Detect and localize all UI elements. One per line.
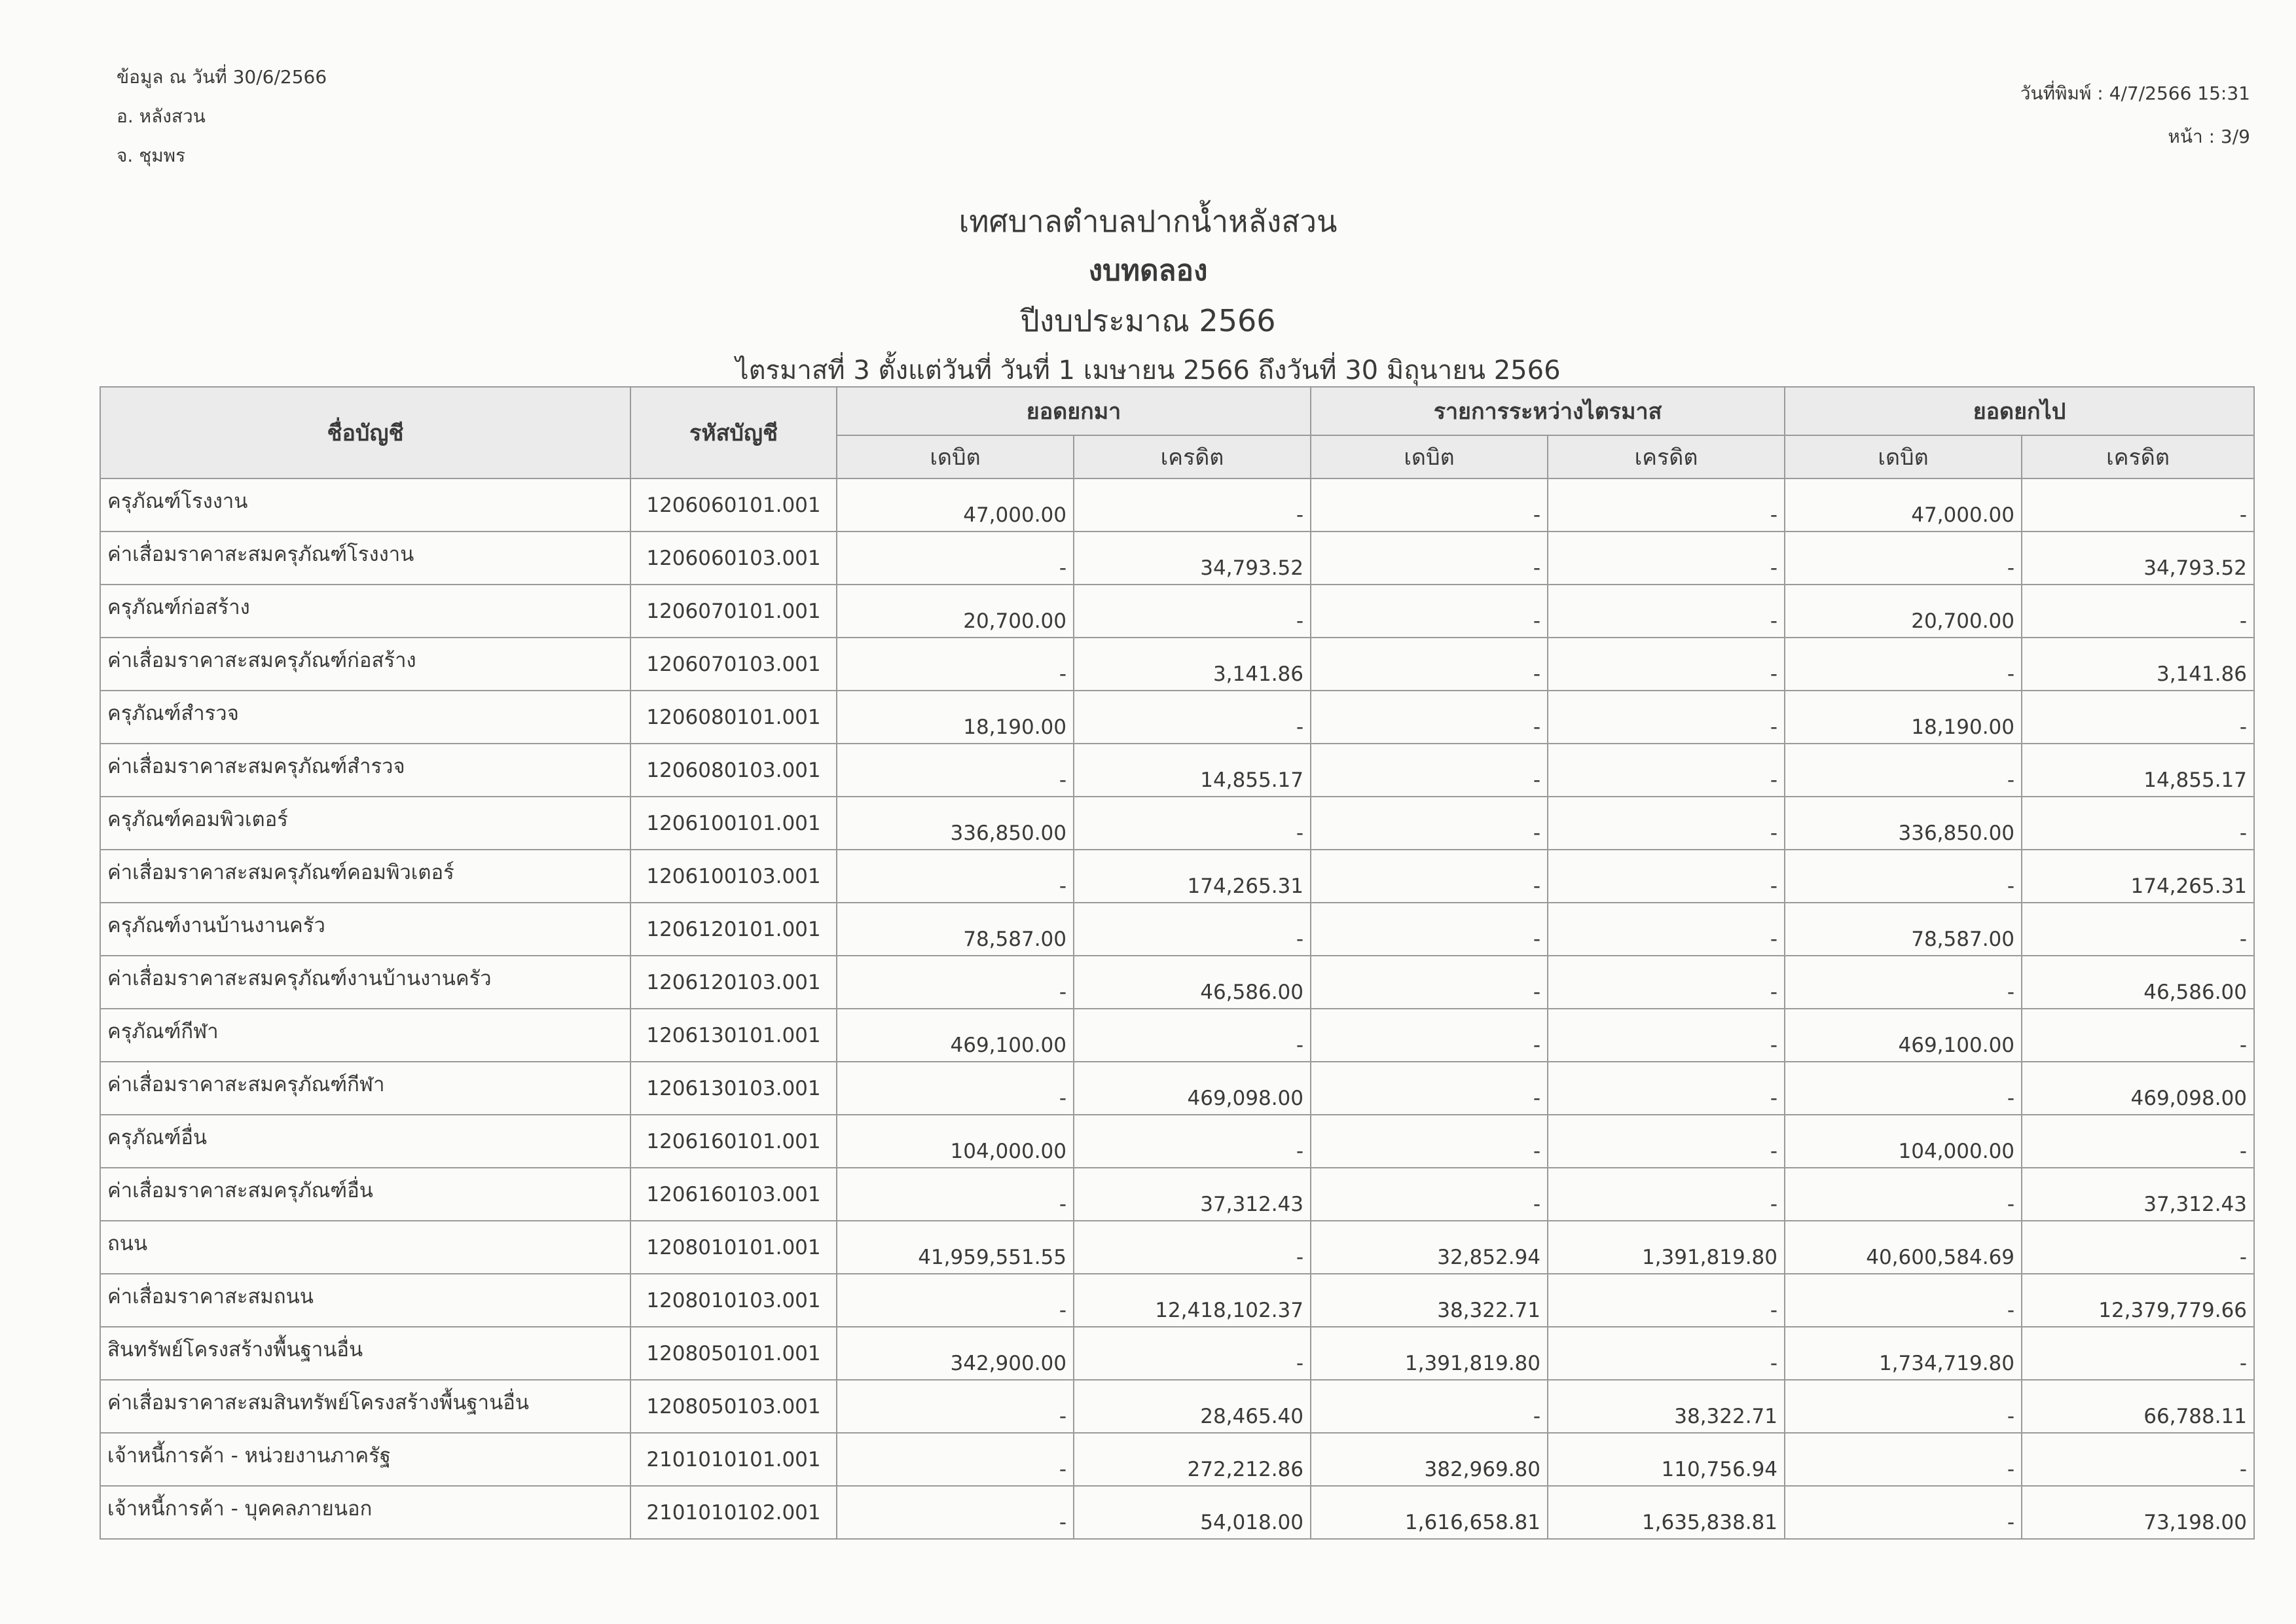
bf-debit-cell: - <box>837 956 1074 1009</box>
table-row <box>100 744 2254 797</box>
account-code-cell: 1208010101.001 <box>630 1221 837 1274</box>
cf-credit-cell: 469,098.00 <box>2022 1062 2254 1115</box>
account-name-cell: ครุภัณฑ์อื่น <box>100 1115 630 1168</box>
cf-credit-cell: 3,141.86 <box>2022 638 2254 691</box>
cf-credit-cell: 46,586.00 <box>2022 956 2254 1009</box>
account-code-cell: 1206080101.001 <box>630 691 837 744</box>
cf-debit-cell: - <box>1785 638 2022 691</box>
bf-debit-cell: - <box>837 532 1074 585</box>
q-credit-cell: 110,756.94 <box>1548 1433 1785 1486</box>
cf-debit-cell: 47,000.00 <box>1785 478 2022 532</box>
bf-credit-cell: 174,265.31 <box>1074 850 1311 903</box>
account-name-cell: ครุภัณฑ์คอมพิวเตอร์ <box>100 797 630 850</box>
bf-debit-cell: - <box>837 1062 1074 1115</box>
table-row <box>100 638 2254 691</box>
cf-debit-cell: - <box>1785 1274 2022 1327</box>
q-debit-cell: - <box>1311 797 1548 850</box>
province: จ. ชุมพร <box>117 145 186 166</box>
q-debit-cell: - <box>1311 1380 1548 1433</box>
header-row <box>100 387 2254 435</box>
q-credit-cell: - <box>1548 478 1785 532</box>
col-cf-credit: เครดิต <box>2022 435 2254 478</box>
col-bf-debit: เดบิต <box>837 435 1074 478</box>
bf-debit-cell: 78,587.00 <box>837 903 1074 956</box>
cf-debit-cell: - <box>1785 956 2022 1009</box>
account-code-cell: 2101010102.001 <box>630 1486 837 1539</box>
table-row <box>100 585 2254 638</box>
cf-debit-cell: 18,190.00 <box>1785 691 2022 744</box>
account-code-cell: 1208010103.001 <box>630 1274 837 1327</box>
bf-credit-cell: 54,018.00 <box>1074 1486 1311 1539</box>
bf-credit-cell: 37,312.43 <box>1074 1168 1311 1221</box>
cf-credit-cell: 37,312.43 <box>2022 1168 2254 1221</box>
q-credit-cell: - <box>1548 1327 1785 1380</box>
cf-debit-cell: - <box>1785 532 2022 585</box>
table-row <box>100 1221 2254 1274</box>
q-credit-cell: 1,391,819.80 <box>1548 1221 1785 1274</box>
account-name-cell: ค่าเสื่อมราคาสะสมครุภัณฑ์โรงงาน <box>100 532 630 585</box>
cf-credit-cell: 14,855.17 <box>2022 744 2254 797</box>
q-debit-cell: - <box>1311 638 1548 691</box>
cf-debit-cell: 1,734,719.80 <box>1785 1327 2022 1380</box>
bf-credit-cell: - <box>1074 903 1311 956</box>
report-meta-left <box>117 58 327 175</box>
cf-credit-cell: 66,788.11 <box>2022 1380 2254 1433</box>
q-credit-cell: - <box>1548 638 1785 691</box>
col-cf-debit: เดบิต <box>1785 435 2022 478</box>
bf-debit-cell: 41,959,551.55 <box>837 1221 1074 1274</box>
cf-debit-cell: - <box>1785 1380 2022 1433</box>
cf-debit-cell: - <box>1785 1168 2022 1221</box>
bf-credit-cell: 14,855.17 <box>1074 744 1311 797</box>
cf-credit-cell: 73,198.00 <box>2022 1486 2254 1539</box>
cf-debit-cell: - <box>1785 1486 2022 1539</box>
table-row <box>100 1433 2254 1486</box>
account-name-cell: ครุภัณฑ์ก่อสร้าง <box>100 585 630 638</box>
bf-debit-cell: - <box>837 638 1074 691</box>
account-name-cell: ครุภัณฑ์กีฬา <box>100 1009 630 1062</box>
bf-debit-cell: 104,000.00 <box>837 1115 1074 1168</box>
q-credit-cell: - <box>1548 956 1785 1009</box>
bf-credit-cell: 272,212.86 <box>1074 1433 1311 1486</box>
bf-debit-cell: 342,900.00 <box>837 1327 1074 1380</box>
account-code-cell: 1206060103.001 <box>630 532 837 585</box>
table-body <box>100 478 2254 1539</box>
q-debit-cell: - <box>1311 1168 1548 1221</box>
bf-debit-cell: - <box>837 1274 1074 1327</box>
account-name-cell: ค่าเสื่อมราคาสะสมครุภัณฑ์สำรวจ <box>100 744 630 797</box>
bf-credit-cell: 34,793.52 <box>1074 532 1311 585</box>
bf-credit-cell: - <box>1074 478 1311 532</box>
cf-credit-cell: - <box>2022 903 2254 956</box>
account-name-cell: ค่าเสื่อมราคาสะสมครุภัณฑ์คอมพิวเตอร์ <box>100 850 630 903</box>
table-row <box>100 1009 2254 1062</box>
q-credit-cell: - <box>1548 1062 1785 1115</box>
bf-credit-cell: - <box>1074 585 1311 638</box>
col-q-credit: เครดิต <box>1548 435 1785 478</box>
cf-debit-cell: 469,100.00 <box>1785 1009 2022 1062</box>
table-row <box>100 1486 2254 1539</box>
bf-credit-cell: 469,098.00 <box>1074 1062 1311 1115</box>
bf-credit-cell: - <box>1074 1009 1311 1062</box>
col-q-debit: เดบิต <box>1311 435 1548 478</box>
account-name-cell: ค่าเสื่อมราคาสะสมถนน <box>100 1274 630 1327</box>
cf-debit-cell: 336,850.00 <box>1785 797 2022 850</box>
cf-debit-cell: - <box>1785 1433 2022 1486</box>
cf-credit-cell: 34,793.52 <box>2022 532 2254 585</box>
account-name-cell: ค่าเสื่อมราคาสะสมครุภัณฑ์กีฬา <box>100 1062 630 1115</box>
q-credit-cell: - <box>1548 797 1785 850</box>
cf-debit-cell: 104,000.00 <box>1785 1115 2022 1168</box>
bf-credit-cell: - <box>1074 1115 1311 1168</box>
report-period: ไตรมาสที่ 3 ตั้งแต่วันที่ วันที่ 1 เมษายน 2566 ถึงวันที่ 30 มิถุนายน 2566 <box>735 355 1561 386</box>
report-title: งบทดลอง <box>1088 254 1208 287</box>
cf-debit-cell: 20,700.00 <box>1785 585 2022 638</box>
bf-credit-cell: 12,418,102.37 <box>1074 1274 1311 1327</box>
bf-credit-cell: - <box>1074 691 1311 744</box>
cf-debit-cell: - <box>1785 1062 2022 1115</box>
cf-credit-cell: - <box>2022 1221 2254 1274</box>
cf-credit-cell: - <box>2022 1115 2254 1168</box>
page-number: หน้า : 3/9 <box>2168 126 2250 147</box>
table-row <box>100 1327 2254 1380</box>
account-code-cell: 1208050103.001 <box>630 1380 837 1433</box>
q-debit-cell: 32,852.94 <box>1311 1221 1548 1274</box>
q-debit-cell: - <box>1311 585 1548 638</box>
bf-credit-cell: - <box>1074 797 1311 850</box>
account-code-cell: 1206120103.001 <box>630 956 837 1009</box>
account-code-cell: 1206120101.001 <box>630 903 837 956</box>
bf-credit-cell: 3,141.86 <box>1074 638 1311 691</box>
bf-debit-cell: 336,850.00 <box>837 797 1074 850</box>
q-debit-cell: - <box>1311 478 1548 532</box>
district: อ. หลังสวน <box>117 105 206 127</box>
account-name-cell: เจ้าหนี้การค้า - บุคคลภายนอก <box>100 1486 630 1539</box>
q-debit-cell: - <box>1311 903 1548 956</box>
cf-credit-cell: - <box>2022 478 2254 532</box>
table-row <box>100 1115 2254 1168</box>
account-code-cell: 1206160103.001 <box>630 1168 837 1221</box>
bf-credit-cell: - <box>1074 1221 1311 1274</box>
q-debit-cell: - <box>1311 956 1548 1009</box>
bf-debit-cell: - <box>837 744 1074 797</box>
col-account-name: ชื่อบัญชี <box>100 387 630 478</box>
bf-debit-cell: - <box>837 1486 1074 1539</box>
q-debit-cell: 382,969.80 <box>1311 1433 1548 1486</box>
account-name-cell: เจ้าหนี้การค้า - หน่วยงานภาครัฐ <box>100 1433 630 1486</box>
bf-debit-cell: 20,700.00 <box>837 585 1074 638</box>
cf-debit-cell: 78,587.00 <box>1785 903 2022 956</box>
col-carried-forward: ยอดยกไป <box>1785 387 2254 435</box>
q-credit-cell: 38,322.71 <box>1548 1380 1785 1433</box>
table-row <box>100 691 2254 744</box>
q-debit-cell: - <box>1311 1115 1548 1168</box>
bf-debit-cell: 47,000.00 <box>837 478 1074 532</box>
table-row <box>100 1380 2254 1433</box>
account-name-cell: ครุภัณฑ์งานบ้านงานครัว <box>100 903 630 956</box>
account-code-cell: 1206100103.001 <box>630 850 837 903</box>
report-titles <box>0 196 2296 395</box>
q-debit-cell: - <box>1311 744 1548 797</box>
bf-debit-cell: 469,100.00 <box>837 1009 1074 1062</box>
bf-credit-cell: 28,465.40 <box>1074 1380 1311 1433</box>
account-name-cell: ค่าเสื่อมราคาสะสมครุภัณฑ์อื่น <box>100 1168 630 1221</box>
account-code-cell: 1206130101.001 <box>630 1009 837 1062</box>
account-code-cell: 1206070103.001 <box>630 638 837 691</box>
report-meta-right <box>2020 72 2250 158</box>
account-code-cell: 1206060101.001 <box>630 478 837 532</box>
bf-credit-cell: 46,586.00 <box>1074 956 1311 1009</box>
account-code-cell: 1208050101.001 <box>630 1327 837 1380</box>
col-brought-forward: ยอดยกมา <box>837 387 1311 435</box>
table-row <box>100 850 2254 903</box>
q-debit-cell: - <box>1311 1009 1548 1062</box>
q-credit-cell: - <box>1548 1009 1785 1062</box>
q-debit-cell: 1,391,819.80 <box>1311 1327 1548 1380</box>
print-date: วันที่พิมพ์ : 4/7/2566 15:31 <box>2020 82 2250 104</box>
col-account-code: รหัสบัญชี <box>630 387 837 478</box>
fiscal-year: ปีงบประมาณ 2566 <box>1020 303 1276 338</box>
account-code-cell: 1206080103.001 <box>630 744 837 797</box>
table-row <box>100 797 2254 850</box>
account-code-cell: 1206070101.001 <box>630 585 837 638</box>
table-row <box>100 1168 2254 1221</box>
q-debit-cell: - <box>1311 691 1548 744</box>
cf-credit-cell: - <box>2022 1433 2254 1486</box>
bf-credit-cell: - <box>1074 1327 1311 1380</box>
account-name-cell: ครุภัณฑ์โรงงาน <box>100 478 630 532</box>
bf-debit-cell: - <box>837 1168 1074 1221</box>
q-credit-cell: - <box>1548 1115 1785 1168</box>
q-debit-cell: - <box>1311 532 1548 585</box>
account-name-cell: สินทรัพย์โครงสร้างพื้นฐานอื่น <box>100 1327 630 1380</box>
table-row <box>100 903 2254 956</box>
q-debit-cell: - <box>1311 1062 1548 1115</box>
q-credit-cell: - <box>1548 850 1785 903</box>
q-credit-cell: - <box>1548 1274 1785 1327</box>
cf-credit-cell: 174,265.31 <box>2022 850 2254 903</box>
q-credit-cell: - <box>1548 1168 1785 1221</box>
trial-balance-table <box>100 386 2255 1540</box>
account-code-cell: 1206100101.001 <box>630 797 837 850</box>
cf-debit-cell: 40,600,584.69 <box>1785 1221 2022 1274</box>
table-row <box>100 1062 2254 1115</box>
account-name-cell: ค่าเสื่อมราคาสะสมครุภัณฑ์งานบ้านงานครัว <box>100 956 630 1009</box>
data-date: ข้อมูล ณ วันที่ 30/6/2566 <box>117 66 327 88</box>
q-debit-cell: - <box>1311 850 1548 903</box>
account-name-cell: ถนน <box>100 1221 630 1274</box>
q-credit-cell: - <box>1548 691 1785 744</box>
q-credit-cell: - <box>1548 744 1785 797</box>
organization-title: เทศบาลตำบลปากน้ำหลังสวน <box>958 204 1338 239</box>
q-credit-cell: 1,635,838.81 <box>1548 1486 1785 1539</box>
cf-credit-cell: - <box>2022 1009 2254 1062</box>
q-debit-cell: 38,322.71 <box>1311 1274 1548 1327</box>
cf-credit-cell: - <box>2022 585 2254 638</box>
cf-debit-cell: - <box>1785 850 2022 903</box>
account-name-cell: ค่าเสื่อมราคาสะสมครุภัณฑ์ก่อสร้าง <box>100 638 630 691</box>
table-row <box>100 532 2254 585</box>
cf-credit-cell: - <box>2022 1327 2254 1380</box>
q-credit-cell: - <box>1548 903 1785 956</box>
account-code-cell: 1206160101.001 <box>630 1115 837 1168</box>
cf-credit-cell: 12,379,779.66 <box>2022 1274 2254 1327</box>
cf-credit-cell: - <box>2022 797 2254 850</box>
bf-debit-cell: - <box>837 1433 1074 1486</box>
bf-debit-cell: - <box>837 1380 1074 1433</box>
account-name-cell: ครุภัณฑ์สำรวจ <box>100 691 630 744</box>
q-debit-cell: 1,616,658.81 <box>1311 1486 1548 1539</box>
col-during-quarter: รายการระหว่างไตรมาส <box>1311 387 1785 435</box>
col-bf-credit: เครดิต <box>1074 435 1311 478</box>
account-code-cell: 2101010101.001 <box>630 1433 837 1486</box>
account-name-cell: ค่าเสื่อมราคาสะสมสินทรัพย์โครงสร้างพื้นฐานอื่น <box>100 1380 630 1433</box>
bf-debit-cell: - <box>837 850 1074 903</box>
table-row <box>100 478 2254 532</box>
q-credit-cell: - <box>1548 532 1785 585</box>
q-credit-cell: - <box>1548 585 1785 638</box>
cf-credit-cell: - <box>2022 691 2254 744</box>
table-row <box>100 1274 2254 1327</box>
table-row <box>100 956 2254 1009</box>
account-code-cell: 1206130103.001 <box>630 1062 837 1115</box>
cf-debit-cell: - <box>1785 744 2022 797</box>
bf-debit-cell: 18,190.00 <box>837 691 1074 744</box>
